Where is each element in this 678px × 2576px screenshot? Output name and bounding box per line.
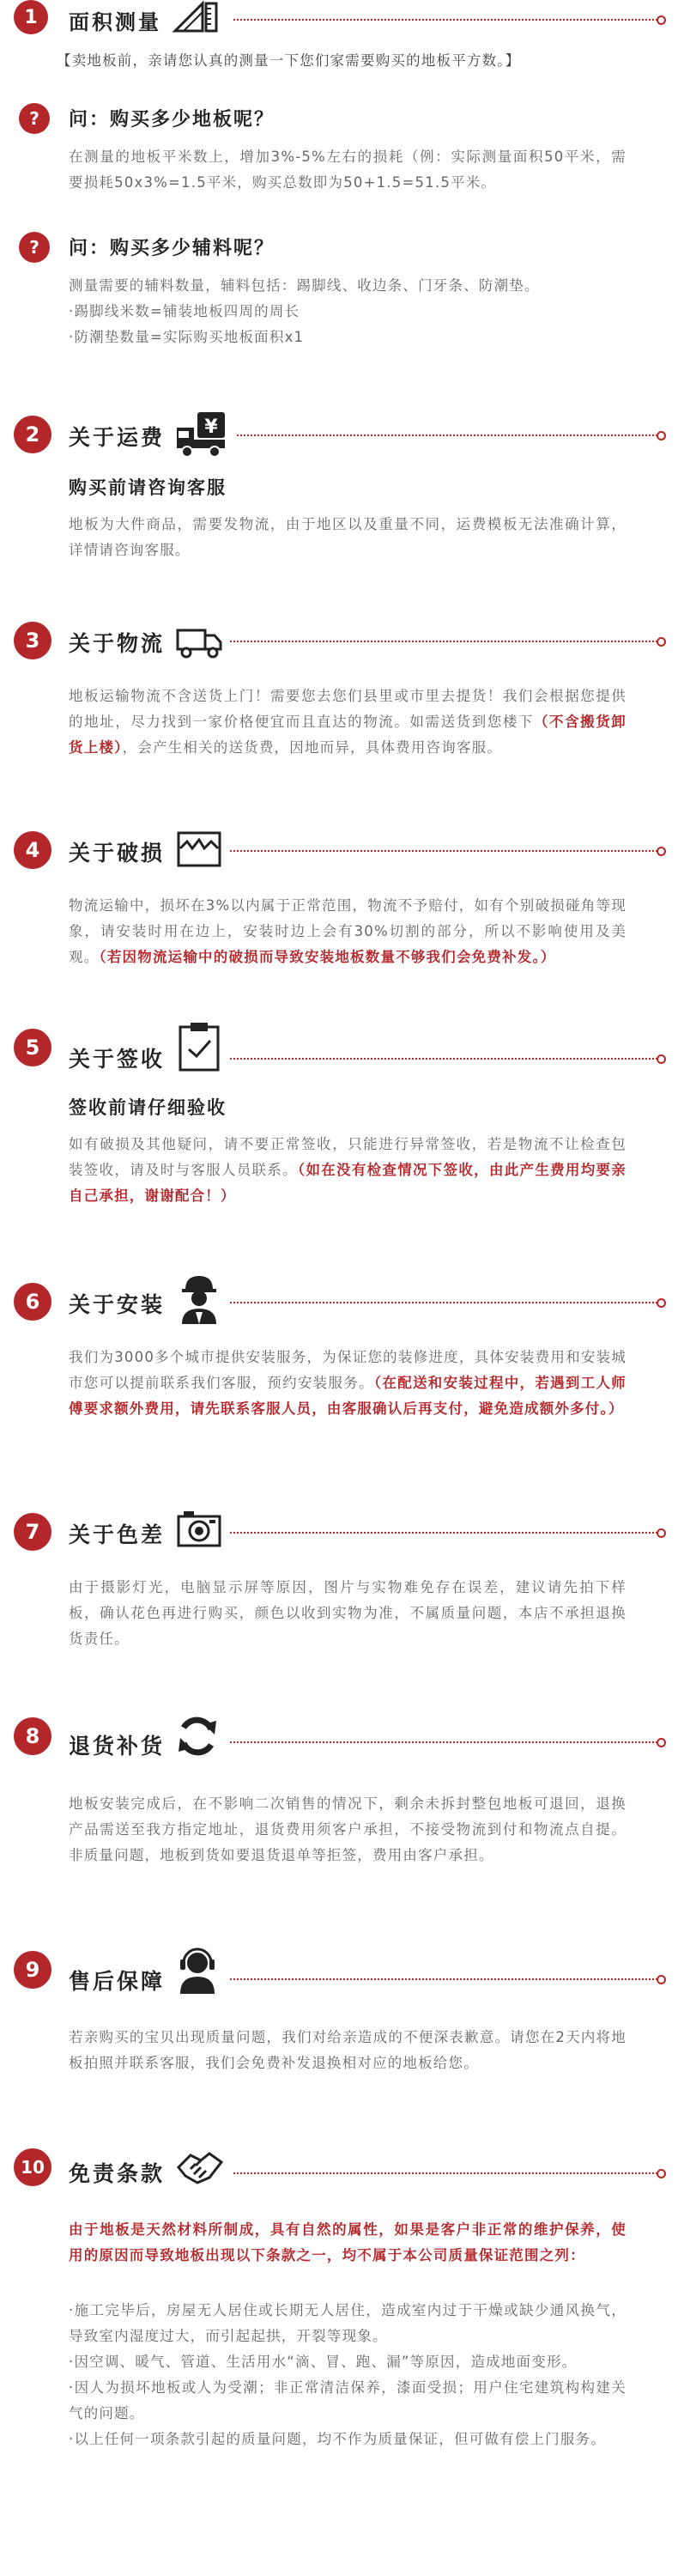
- list-item: ·施工完毕后，房屋无人居住或长期无人居住，造成室内过于干燥或缺少通风换气，导致室内湿度过大，而引起起拱，开裂等现象。: [69, 2302, 627, 2344]
- section-title: 退货补货: [69, 1734, 166, 1759]
- camera-icon: [175, 1504, 227, 1552]
- section-text: 地板为大件商品，需要发物流，由于地区以及重量不同，运费模板无法准确计算，详情请咨询客服。: [69, 516, 627, 558]
- section-subtitle: 购买前请咨询客服: [69, 477, 227, 498]
- section-text: 如有破损及其他疑问，请不要正常签收，只能进行异常签收，若是物流不让检查包装签收，请及时与客服人员联系。（如在没有检查情况下签收，由此产生费用均要亲自己承担，谢谢配合！）: [69, 1136, 627, 1204]
- list-item: ·因人为损坏地板或人为受潮；非正常清洁保养，漆面受损；用户住宅建筑构构建关气的问题。: [69, 2379, 627, 2421]
- section-number: 2: [14, 416, 51, 453]
- section-text: 由于摄影灯光，电脑显示屏等原因，图片与实物难免存在误差，建议请先拍下样板，确认花色再进行购买，颜色以收到实物为准，不属质量问题，本店不承担退换货责任。: [69, 1579, 627, 1647]
- divider-dots: [237, 434, 661, 436]
- section-title: 关于色差: [69, 1522, 166, 1547]
- list-item: ·以上任何一项条款引起的质量问题，均不作为质量保证，但可做有偿上门服务。: [69, 2431, 606, 2447]
- section-number: 6: [14, 1283, 51, 1321]
- truck-money-icon: [175, 410, 227, 459]
- section-number: 7: [14, 1513, 51, 1551]
- section-number: 3: [14, 622, 51, 659]
- section-number: 8: [14, 1717, 51, 1755]
- disclaimer-list: [69, 2298, 627, 2452]
- section-text: 地板运输物流不含送货上门！需要您去您们县里或市里去提货！我们会根据您提供的地址，尽力找到一家价格便宜而且直达的物流。如需送货到您楼下（不含搬货卸货上楼），会产生相关的送货费，因地而异，具体费用咨询客服。: [69, 688, 627, 756]
- section-title: 免责条款: [69, 2161, 166, 2186]
- section-shipping-fee: [0, 410, 678, 558]
- divider-dots: [230, 641, 661, 642]
- section-text: 我们为3000多个城市提供安装服务，为保证您的装修进度，具体安装费用和安装城市您可以提前联系我们客服，预约安装服务。（在配送和安装过程中，若遇到工人师傅要求额外费用，请先联系客服人员，由客服确认后再支付，避免造成额外多付。）: [69, 1349, 627, 1417]
- divider-dots: [230, 850, 661, 852]
- section-number: 10: [14, 2148, 51, 2186]
- divider-dots: [233, 19, 661, 21]
- worker-icon: [175, 1273, 227, 1321]
- section-signing: [0, 1024, 678, 1204]
- list-item: ·因空调、暖气、管道、生活用水“滴、冒、跑、漏”等原因，造成地面变形。: [69, 2354, 578, 2370]
- question-icon: ?: [19, 103, 50, 134]
- section-title: 关于物流: [69, 631, 166, 656]
- handshake-icon: [175, 2138, 227, 2186]
- section-title: 面积测量: [69, 10, 161, 34]
- answer-flooring: 在测量的地板平米数上，增加3%-5%左右的损耗（例：实际测量面积50平米，需要损耗50x3%=1.5平米，购买总数即为50+1.5=51.5平米。: [69, 149, 627, 191]
- refresh-icon: [173, 1712, 225, 1760]
- divider-dots: [230, 1741, 661, 1743]
- section-number: 9: [14, 1951, 51, 1989]
- section-subtitle: 签收前请仔细验收: [69, 1097, 227, 1118]
- section-title: 售后保障: [69, 1969, 166, 1994]
- section-logistics: [0, 617, 678, 756]
- section-after-sales: [0, 1946, 678, 2071]
- section-text: 若亲购买的宝贝出现质量问题，我们对给亲造成的不便深表歉意。请您在2天内将地板拍照并联系客服，我们会免费补发退换相对应的地板给您。: [69, 2029, 627, 2071]
- section-returns: [0, 1712, 678, 1863]
- section-color-difference: [0, 1508, 678, 1647]
- question-accessories: 问：购买多少辅料呢？: [69, 238, 275, 259]
- truck-icon: [175, 617, 227, 665]
- section-title: 关于安装: [69, 1292, 166, 1317]
- section-number: 4: [14, 831, 51, 869]
- section-title: 关于签收: [69, 1047, 166, 1072]
- answer-accessories: 测量需要的辅料数量，辅料包括：踢脚线、收边条、门牙条、防潮垫。 ·踢脚线米数=铺装地板四周的周长 ·防潮垫数量=实际购买地板面积x1: [69, 277, 540, 345]
- section-area-measure: [0, 0, 678, 345]
- clipboard-check-icon: [175, 1020, 227, 1068]
- question-flooring: 问：购买多少地板呢？: [69, 109, 275, 131]
- ruler-icon: [172, 0, 223, 36]
- section-text: 地板安装完成后，在不影响二次销售的情况下，剩余未拆封整包地板可退回，退换产品需送至我方指定地址，退货费用须客户承担，不接受物流到付和物流点自提。非质量问题，地板到货如要退货退单等拒签，费用由客户承担。: [69, 1795, 627, 1863]
- disclaimer-intro: 由于地板是天然材料所制成，具有自然的属性，如果是客户非正常的维护保养，使用的原因而导致地板出现以下条款之一，均不属于本公司质量保证范围之列：: [69, 2221, 627, 2263]
- section-text: 物流运输中，损坏在3%以内属于正常范围，物流不予赔付，如有个别破损碰角等现象，请安装时用在边上，安装时边上会有30%切割的部分，所以不影响使用及美观。（若因物流运输中的破损而导致安装地板数量不够我们会免费补发。）: [69, 897, 627, 965]
- question-icon: ?: [19, 232, 50, 263]
- section-number: 5: [14, 1029, 51, 1066]
- divider-dots: [230, 1978, 661, 1980]
- section-title: 关于运费: [69, 425, 166, 450]
- divider-dots: [230, 1302, 661, 1303]
- section-number: 1: [14, 0, 48, 34]
- svg-text:¥: ¥: [204, 416, 218, 438]
- divider-dots: [233, 2172, 661, 2174]
- broken-icon: [175, 826, 227, 874]
- section-installation: [0, 1278, 678, 1417]
- headset-icon: [173, 1944, 225, 1992]
- section-title: 关于破损: [69, 841, 166, 866]
- intro-note: 【卖地板前，亲请您认真的测量一下您们家需要购买的地板平方数。】: [57, 52, 521, 69]
- divider-dots: [230, 1058, 661, 1060]
- divider-dots: [230, 1532, 661, 1534]
- section-disclaimer: [0, 2143, 678, 2447]
- section-damage: [0, 826, 678, 965]
